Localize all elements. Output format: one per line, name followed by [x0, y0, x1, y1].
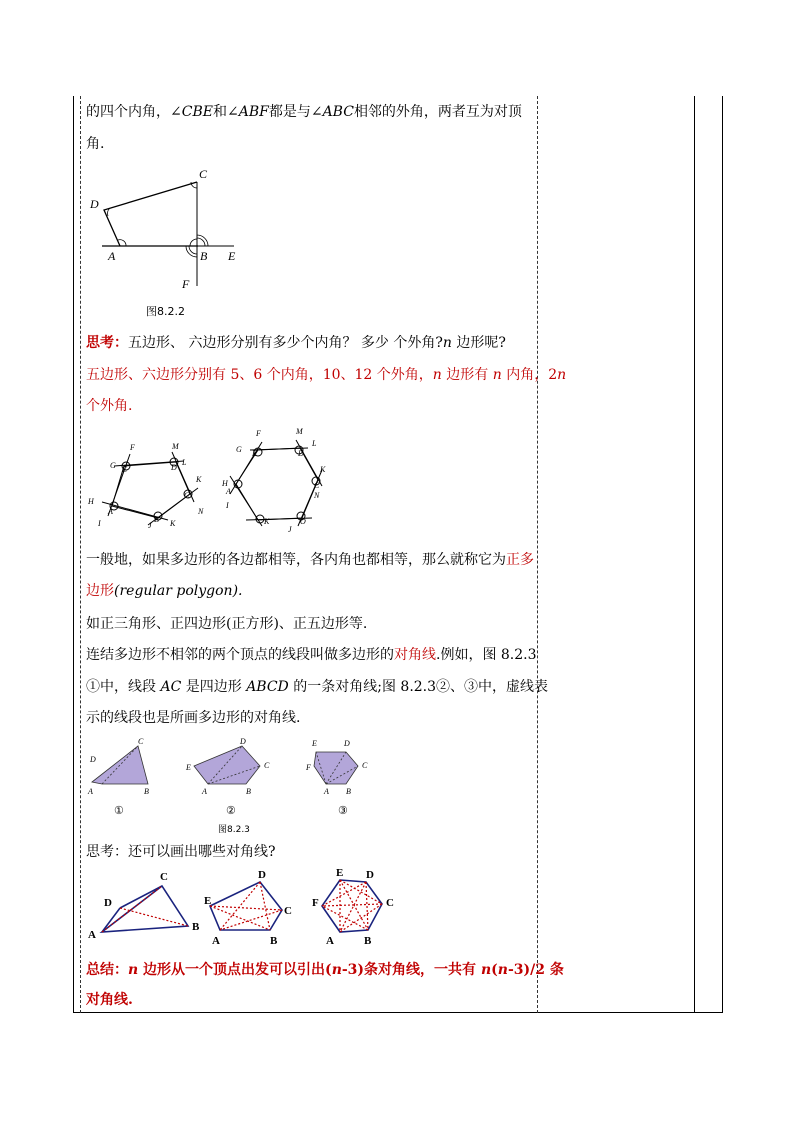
svg-text:C: C — [284, 905, 292, 917]
answer-1: 五边形、六边形分别有 5、6 个内角，10、12 个外角，n 边形有 n 内角，2n — [86, 367, 567, 383]
svg-text:H: H — [222, 479, 228, 488]
table-bottom-border — [73, 1012, 723, 1013]
svg-text:H: H — [88, 497, 94, 506]
svg-text:C: C — [184, 491, 190, 500]
svg-text:M: M — [296, 428, 303, 436]
svg-text:E: E — [336, 867, 344, 879]
svg-text:I: I — [98, 519, 101, 528]
svg-text:D: D — [366, 869, 374, 881]
svg-text:A: A — [108, 507, 113, 516]
svg-text:D: D — [258, 869, 266, 881]
fig3-num-1: ① — [114, 805, 124, 817]
svg-text:E: E — [122, 465, 127, 474]
fig1-label-a: A — [108, 249, 116, 263]
svg-text:B: B — [154, 515, 159, 524]
think-question-2: 思考：还可以画出哪些对角线? — [86, 844, 276, 860]
para-diagonal-3: 示的线段也是所画多边形的对角线. — [86, 710, 301, 726]
svg-text:C: C — [160, 871, 168, 883]
svg-text:G: G — [236, 445, 242, 454]
svg-text:D: D — [344, 739, 350, 748]
svg-text:A: A — [88, 787, 93, 796]
fig1-label-d: D — [90, 197, 99, 211]
svg-text:B: B — [144, 787, 149, 796]
summary-line-2: 对角线. — [86, 992, 133, 1008]
answer-1-line-2: 个外角. — [86, 398, 133, 414]
para-regular-polygon: 一般地，如果多边形的各边都相等，各内角也都相等，那么就称它为正多 — [86, 552, 534, 568]
svg-text:N: N — [198, 507, 204, 516]
svg-text:A: A — [326, 935, 334, 947]
svg-text:M: M — [172, 442, 179, 451]
svg-text:L: L — [312, 439, 317, 448]
svg-text:A: A — [212, 935, 220, 947]
svg-text:B: B — [364, 935, 372, 947]
para-examples: 如正三角形、正四边形(正方形)、正五边形等. — [86, 616, 368, 632]
svg-text:C: C — [314, 481, 320, 490]
fig1-caption: 图8.2.2 — [146, 305, 185, 318]
svg-text:J: J — [148, 521, 152, 530]
svg-text:B: B — [346, 787, 351, 796]
svg-text:B: B — [192, 921, 200, 933]
svg-text:D: D — [298, 449, 304, 458]
table-col-border — [694, 96, 695, 1013]
figure-exterior-angles — [86, 428, 346, 538]
think-question-1: 思考：五边形、 六边形分别有多少个内角？ 多少 个外角?n 边形呢? — [86, 335, 506, 351]
svg-text:E: E — [312, 739, 317, 748]
svg-text:C: C — [386, 897, 394, 909]
svg-text:C: C — [362, 761, 368, 770]
svg-text:N: N — [314, 491, 320, 500]
svg-text:O: O — [300, 517, 306, 526]
svg-text:D: D — [104, 897, 112, 909]
figure-diagonals — [86, 866, 396, 950]
para-interior-angles: 的四个内角，∠CBE和∠ABF都是与∠ABC相邻的外角，两者互为对顶 — [86, 104, 522, 120]
fig3-caption: 图8.2.3 — [218, 825, 250, 835]
svg-text:D: D — [171, 463, 177, 472]
svg-text:E: E — [252, 449, 257, 458]
table-left-border — [73, 96, 74, 1013]
fig1-label-c: C — [199, 167, 208, 181]
svg-text:C: C — [264, 761, 270, 770]
para-regular-polygon-2: 边形(regular polygon). — [86, 583, 243, 599]
svg-text:F: F — [256, 429, 261, 438]
svg-text:K: K — [264, 517, 270, 526]
fig1-label-e: E — [228, 249, 236, 263]
svg-text:E: E — [204, 895, 212, 907]
svg-text:G: G — [110, 461, 116, 470]
table-dashed-left — [80, 96, 81, 1013]
svg-text:D: D — [240, 737, 246, 746]
svg-text:L: L — [182, 458, 187, 467]
svg-text:F: F — [312, 897, 319, 909]
para-interior-angles-2: 角. — [86, 136, 105, 152]
svg-text:A: A — [226, 487, 231, 496]
svg-text:C: C — [138, 737, 144, 746]
svg-text:B: B — [270, 935, 278, 947]
svg-text:I: I — [226, 501, 229, 510]
svg-text:B: B — [246, 787, 251, 796]
svg-text:A: A — [202, 787, 207, 796]
svg-text:A: A — [88, 929, 96, 941]
table-right-border — [722, 96, 723, 1013]
svg-text:K: K — [196, 475, 202, 484]
table-dashed-right — [537, 96, 538, 1013]
figure-8-2-2 — [86, 160, 246, 300]
svg-text:J: J — [288, 525, 292, 534]
svg-text:D: D — [90, 755, 96, 764]
svg-text:K: K — [170, 519, 176, 528]
para-diagonal: 连结多边形不相邻的两个顶点的线段叫做多边形的对角线.例如，图 8.2.3 — [86, 647, 537, 663]
fig1-label-f: F — [182, 277, 190, 291]
svg-text:K: K — [320, 465, 326, 474]
svg-text:F: F — [306, 763, 311, 772]
fig3-num-2: ② — [226, 805, 236, 817]
para-diagonal-2: ①中，线段 AC 是四边形 ABCD 的一条对角线;图 8.2.3②、③中，虚线表 — [86, 679, 549, 695]
fig1-label-b: B — [200, 249, 208, 263]
summary: 总结：n 边形从一个顶点出发可以引出(n-3)条对角线，一共有 n(n-3)/2 条 — [86, 962, 564, 978]
fig3-num-3: ③ — [338, 805, 348, 817]
svg-text:F: F — [130, 443, 135, 452]
figure-8-2-3 — [86, 734, 386, 818]
svg-text:A: A — [324, 787, 329, 796]
svg-text:E: E — [186, 763, 191, 772]
